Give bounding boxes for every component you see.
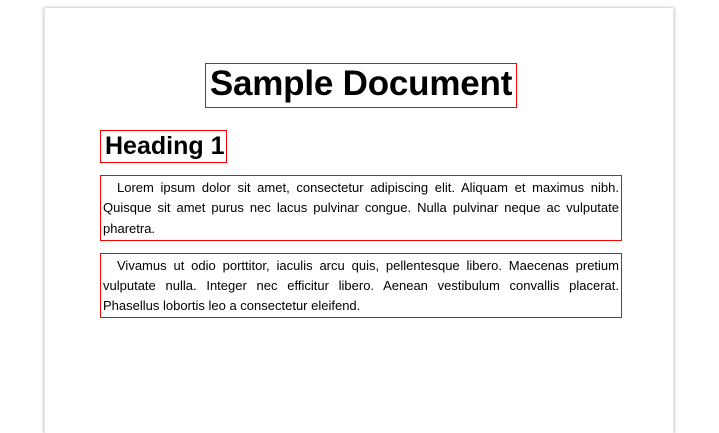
document-page — [44, 8, 674, 433]
page-title: Sample Document — [206, 64, 516, 107]
document-content — [101, 64, 621, 317]
heading-row — [101, 131, 621, 163]
title-row — [101, 64, 621, 107]
body-paragraph: Vivamus ut odio porttitor, iaculis arcu quis, pellentesque libero. Maecenas pretium vulputate nulla. Integer nec efficitur libero. Aenean vestibulum convallis placerat. Phasellus lobortis leo a consectetur eleifend. — [101, 254, 621, 317]
section-heading: Heading 1 — [101, 131, 226, 163]
body-paragraph: Lorem ipsum dolor sit amet, consectetur adipiscing elit. Aliquam et maximus nibh. Quisque sit amet purus nec lacus pulvinar congue. Nulla pulvinar neque ac vulputate pharetra. — [101, 176, 621, 239]
